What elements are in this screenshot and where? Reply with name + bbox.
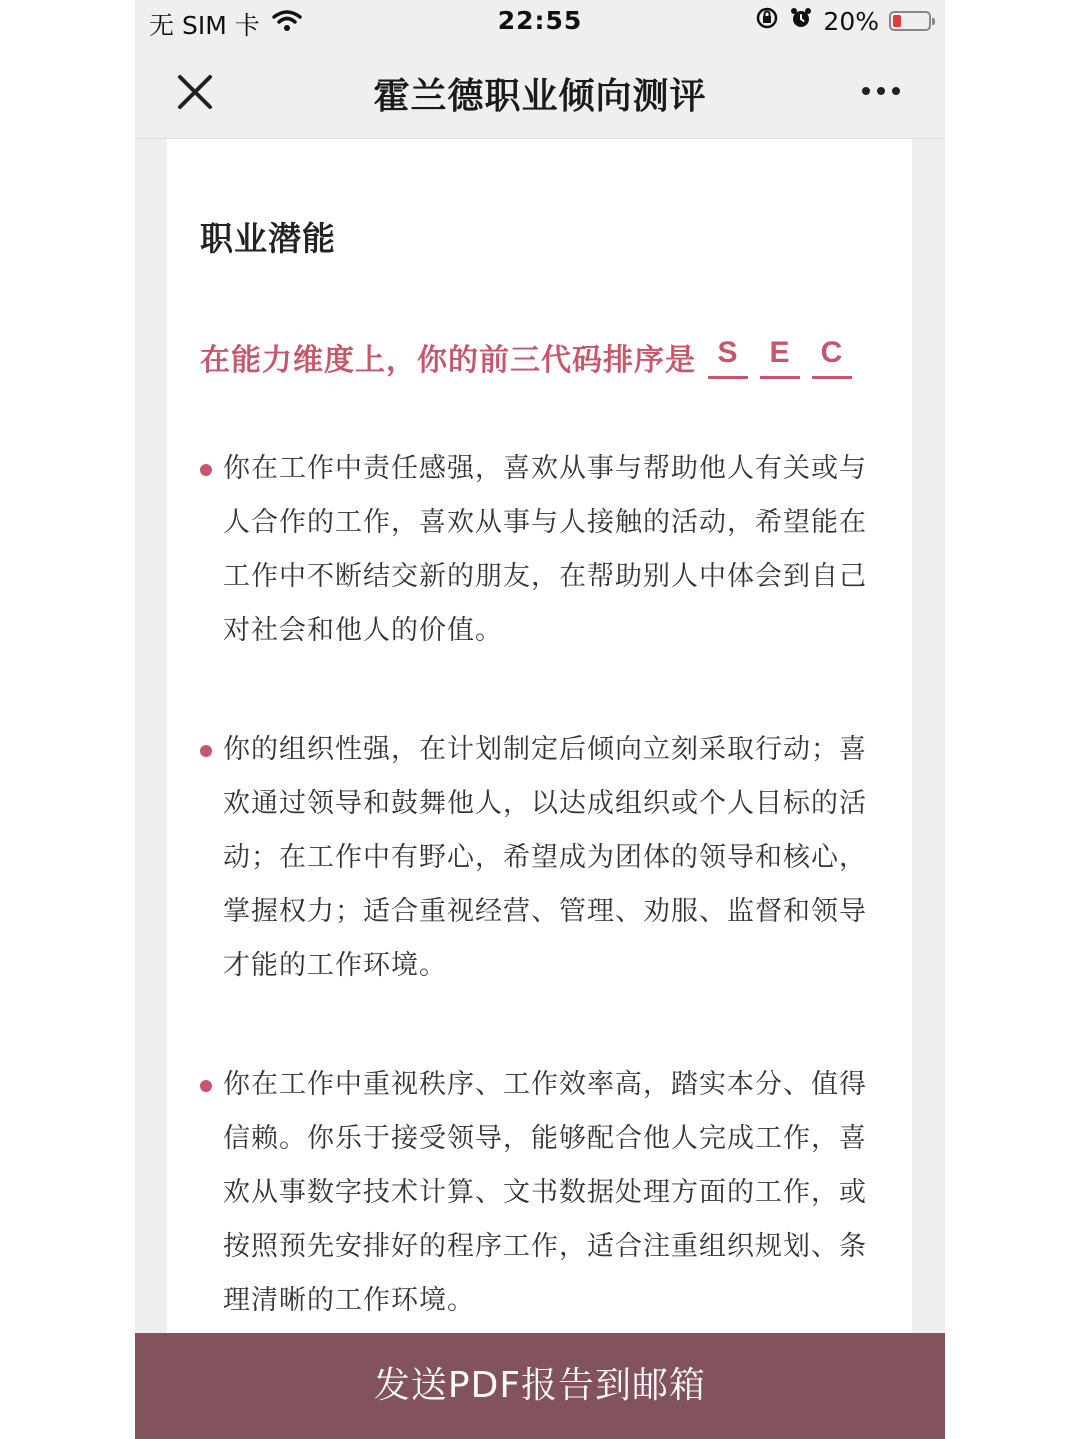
result-card — [167, 139, 912, 1349]
carrier-label: 无 SIM 卡 — [149, 11, 260, 40]
trait-paragraph — [200, 1058, 880, 1328]
trait-text: 你的组织性强，在计划制定后倾向立刻采取行动；喜欢通过领导和鼓舞他人，以达成组织或个人目标的活动；在工作中有野心，希望成为团体的领导和核心，掌握权力；适合重视经营、管理、劝服、监督和领导才能的工作环境。 — [223, 734, 867, 981]
ability-summary — [200, 335, 852, 379]
send-pdf-button[interactable]: 发送PDF报告到邮箱 — [135, 1333, 945, 1439]
code-list — [708, 336, 852, 379]
trait-text: 你在工作中责任感强，喜欢从事与帮助他人有关或与人合作的工作，喜欢从事与人接触的活动，希望能在工作中不断结交新的朋友，在帮助别人中体会到自己对社会和他人的价值。 — [223, 453, 867, 646]
section-title: 职业潜能 — [200, 219, 336, 258]
page-title: 霍兰德职业倾向测评 — [373, 76, 707, 117]
bullet-dot — [200, 1080, 212, 1092]
phone-screen — [135, 0, 945, 1439]
code-letter: S — [708, 336, 748, 379]
trait-paragraph — [200, 723, 880, 993]
trait-paragraph — [200, 442, 880, 658]
status-bar — [135, 0, 945, 44]
code-letter: E — [760, 336, 800, 379]
battery-percent: 20% — [823, 6, 879, 36]
trait-text: 你在工作中重视秩序、工作效率高，踏实本分、值得信赖。你乐于接受领导，能够配合他人完成工作，喜欢从事数字技术计算、文书数据处理方面的工作，或按照预先安排好的程序工作，适合注重组织规划、条理清晰的工作环境。 — [223, 1069, 867, 1316]
status-right — [755, 6, 931, 36]
status-time: 22:55 — [497, 6, 583, 35]
more-icon[interactable] — [853, 70, 909, 112]
alarm-icon — [789, 6, 813, 36]
code-letter: C — [812, 336, 852, 379]
orientation-lock-icon — [755, 6, 779, 36]
bullet-dot — [200, 464, 212, 476]
battery-icon — [889, 11, 931, 31]
bullet-dot — [200, 745, 212, 757]
ability-prefix: 在能力维度上，你的前三代码排序是 — [200, 343, 696, 378]
nav-bar — [135, 44, 945, 139]
